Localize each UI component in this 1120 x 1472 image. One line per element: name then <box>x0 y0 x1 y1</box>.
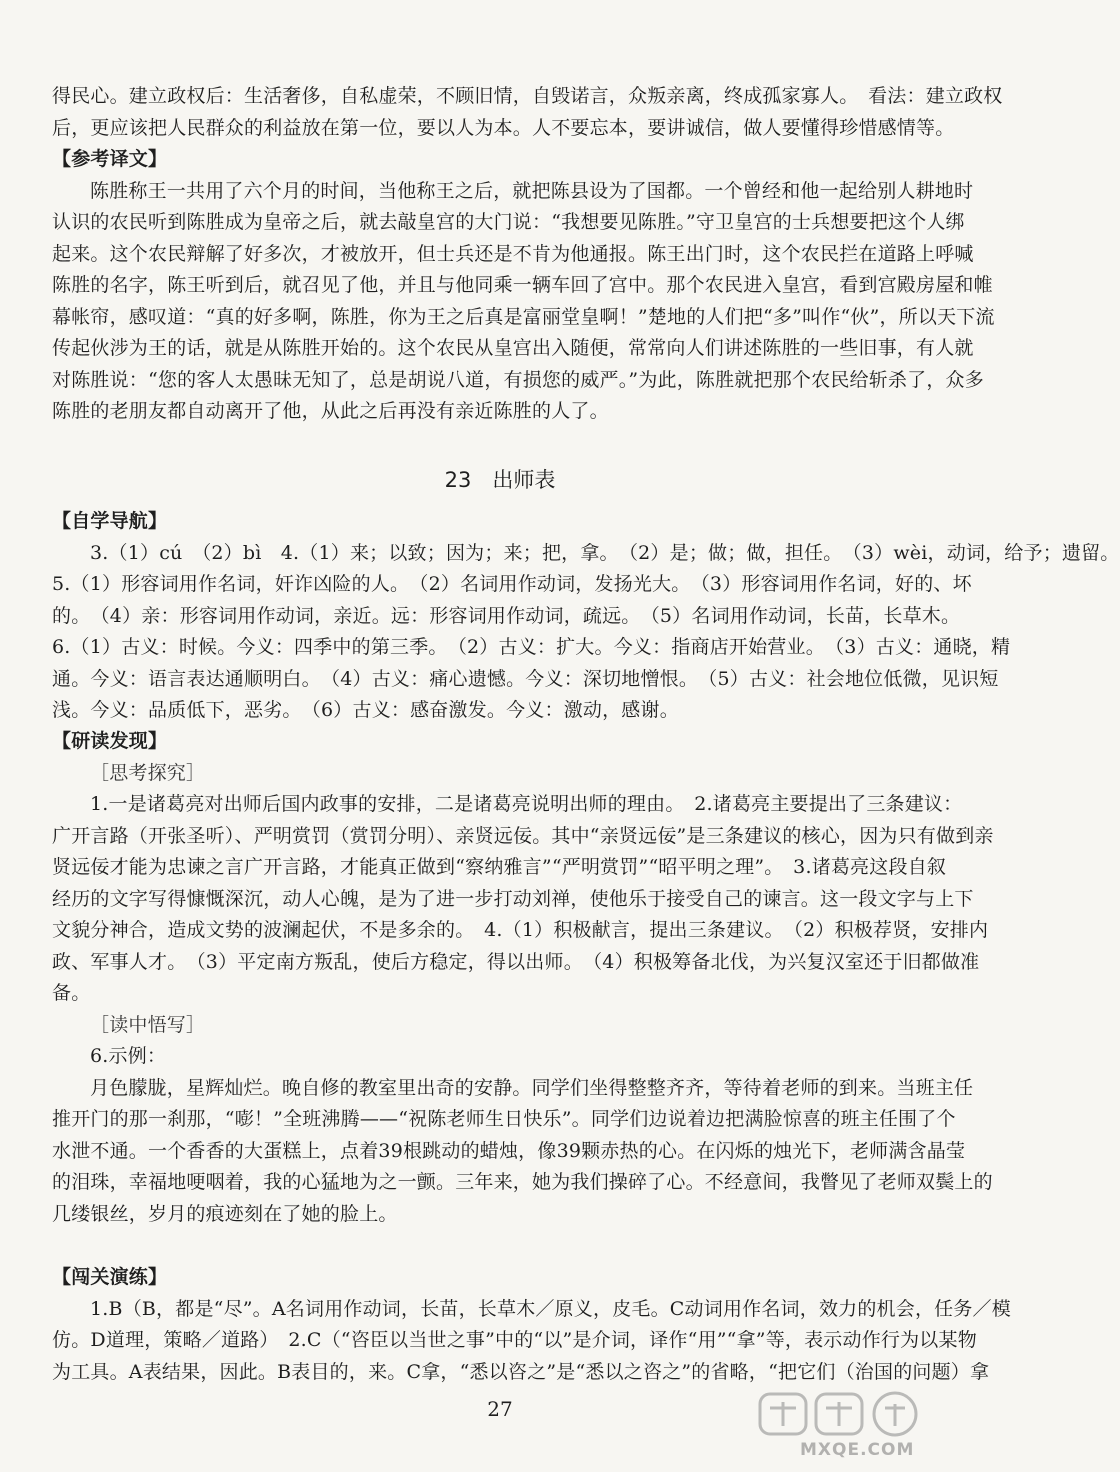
text-line: 对陈胜说：“您的客人太愚昧无知了，总是胡说八道，有损您的威严。”为此，陈胜就把那个农民给斩杀了，众多 <box>52 368 984 391</box>
text-line: 得民心。建立政权后：生活奢侈，自私虚荣，不顾旧情，自毁诺言，众叛亲离，终成孤家寡人。 看法：建立政权 <box>52 85 1003 107</box>
text-line: 陈胜称王一共用了六个月的时间，当他称王之后，就把陈县设为了国都。一个曾经和他一起给别人耕地时 <box>90 179 974 202</box>
page-number: 27 <box>487 1397 513 1421</box>
text-line: 文貌分神合，造成文势的波澜起伏，不是多余的。 4.（1）积极献言，提出三条建议。 （2）积极荐贤，安排内 <box>52 919 989 941</box>
text-line: 仿。D道理，策略／道路） 2.C（“咨臣以当世之事”中的“以”是介词，译作“用”“拿”等，表示动作行为以某物 <box>52 1329 977 1351</box>
text-line: 陈胜的名字，陈王听到后，就召见了他，并且与他同乘一辆车回了宫中。那个农民进入皇宫，看到宫殿房屋和帷 <box>52 274 993 296</box>
section-heading-translation: 【参考译文】 <box>52 148 168 170</box>
text-line: 月色朦胧，星辉灿烂。晚自修的教室里出奇的安静。同学们坐得整整齐齐，等待着老师的到来。当班主任 <box>90 1076 974 1099</box>
top-paragraph <box>52 81 1003 144</box>
text-line: 政、军事人才。 （3）平定南方叛乱，使后方稳定，得以出师。 （4）积极筹备北伐，为兴复汉室还于旧都做准 <box>52 950 980 973</box>
text-line: 幕帐帘，感叹道：“真的好多啊，陈胜，你为王之后真是富丽堂皇啊！”楚地的人们把“多”叫作“伙”，所以天下流 <box>52 305 995 328</box>
text-line: 5.（1）形容词用作名词，奸诈凶险的人。 （2）名词用作动词，发扬光大。 （3）形容词用作名词，好的、坏 <box>52 573 972 595</box>
text-line: 的泪珠，幸福地哽咽着，我的心猛地为之一颤。三年来，她为我们操碎了心。不经意间，我瞥见了老师双鬓上的 <box>52 1171 993 1193</box>
subheading-sikao: ［思考探究］ <box>90 761 206 784</box>
text-line: 认识的农民听到陈胜成为皇帝之后，就去敲皇宫的大门说：“我想要见陈胜。”守卫皇宫的士兵想要把这个人绑 <box>52 211 965 233</box>
subheading-duzhong: ［读中悟写］ <box>90 1013 206 1036</box>
section-heading-chuangguan: 【闯关演练】 <box>52 1266 168 1288</box>
text-line: 的。 （4）亲：形容词用作动词，亲近。远：形容词用作动词，疏远。 （5）名词用作动词，长苗，长草木。 <box>52 604 961 627</box>
text-line: 通。今义：语言表达通顺明白。 （4）古义：痛心遗憾。今义：深切地憎恨。 （5）古义：社会地位低微，见识短 <box>52 667 999 690</box>
text-line: 1.一是诸葛亮对出师后国内政事的安排，二是诸葛亮说明出师的理由。 2.诸葛亮主要提出了三条建议： <box>90 793 963 815</box>
example-label: 6.示例： <box>90 1045 167 1067</box>
text-line: 浅。今义：品质低下，恶劣。 （6）古义：感奋激发。今义：激动，感谢。 <box>52 699 679 721</box>
text-line: 传起伙涉为王的话，就是从陈胜开始的。这个农民从皇宫出入随便，常常向人们讲述陈胜的一些旧事，有人就 <box>52 337 974 359</box>
text-line: 陈胜的老朋友都自动离开了他，从此之后再没有亲近陈胜的人了。 <box>52 400 609 422</box>
lesson-title: 23 出师表 <box>444 468 556 492</box>
text-line: 贤远佞才能为忠谏之言广开言路，才能真正做到“察纳雅言”“严明赏罚”“昭平明之理”。 3.诸葛亮这段自叙 <box>52 856 947 878</box>
chuangguan-section <box>52 1262 1011 1388</box>
translation-section <box>52 144 995 428</box>
zixue-section <box>52 506 1120 727</box>
text-line: 推开门的那一刹那，“嘭！”全班沸腾——“祝陈老师生日快乐”。同学们边说着边把满脸惊喜的班主任围了个 <box>52 1108 956 1130</box>
text-line: 经历的文字写得慷慨深沉，动人心魄，是为了进一步打动刘禅，使他乐于接受自己的谏言。这一段文字与上下 <box>52 887 974 910</box>
text-line: 水泄不通。一个香香的大蛋糕上，点着39根跳动的蜡烛，像39颗赤热的心。在闪烁的烛光下，老师满含晶莹 <box>52 1139 966 1162</box>
section-heading-yandu: 【研读发现】 <box>52 730 168 752</box>
text-line: 起来。这个农民辩解了好多次，才被放开，但士兵还是不肯为他通报。陈王出门时，这个农民拦在道路上呼喊 <box>52 242 974 265</box>
text-line: 3.（1）cú （2）bì 4.（1）来；以致；因为；来；把，拿。 （2）是；做；做，担任。 （3）wèi，动词，给予；遗留。 <box>90 541 1120 564</box>
text-line: 几缕银丝，岁月的痕迹刻在了她的脸上。 <box>52 1202 398 1225</box>
text-line: 广开言路（开张圣听）、严明赏罚（赏罚分明）、亲贤远佞。其中“亲贤远佞”是三条建议的核心，因为只有做到亲 <box>52 824 994 847</box>
text-line: 后，更应该把人民群众的利益放在第一位，要以人为本。人不要忘本，要讲诚信，做人要懂得珍惜感情等。 <box>52 116 955 139</box>
yandu-section <box>52 726 994 1230</box>
watermark-site-text: MXQE.COM <box>800 1440 915 1460</box>
watermark <box>730 1388 980 1468</box>
text-line: 1.B（B，都是“尽”。A名词用作动词，长苗，长草木／原义，皮毛。C动词用作名词，效力的机会，任务／模 <box>90 1297 1011 1320</box>
section-heading-zixue: 【自学导航】 <box>52 510 168 532</box>
text-line: 为工具。A表结果，因此。B表目的，来。C拿，“悉以咨之”是“悉以之咨之”的省略，“把它们（治国的问题）拿 <box>52 1360 990 1383</box>
text-line: 备。 <box>52 982 91 1004</box>
text-line: 6.（1）古义：时候。今义：四季中的第三季。 （2）古义：扩大。今义：指商店开始营业。 （3）古义：通晓，精 <box>52 636 1011 658</box>
